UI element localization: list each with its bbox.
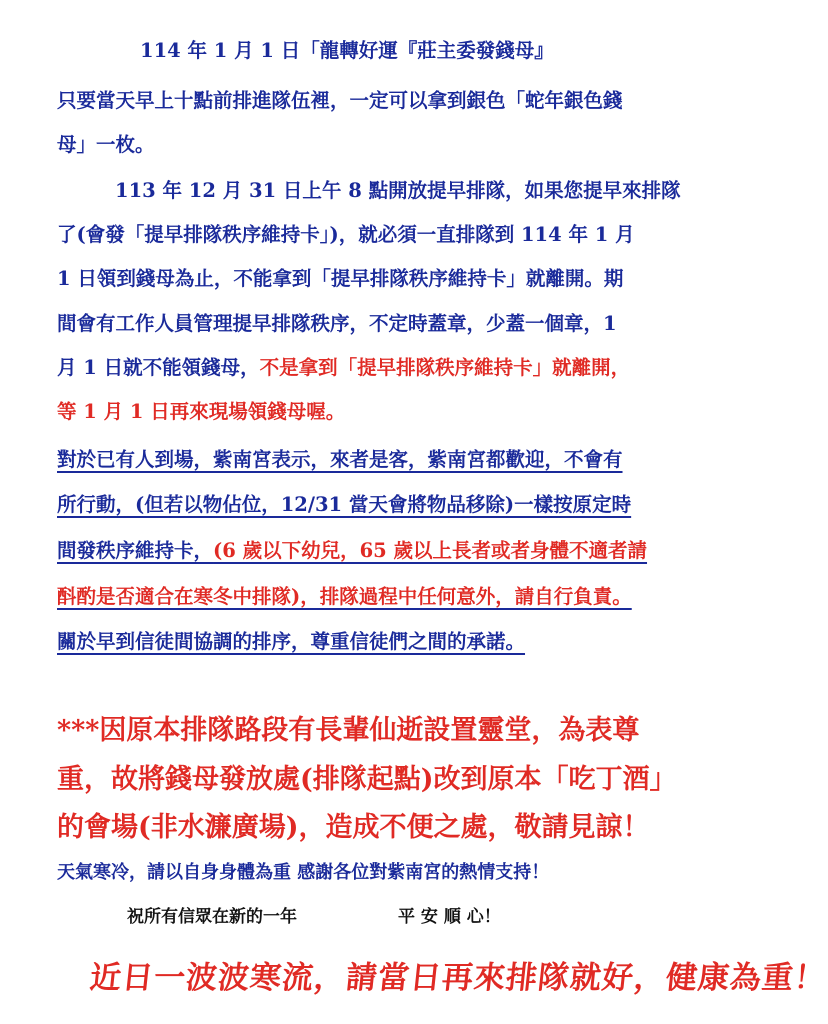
underlined-segment-red: (6 歲以下幼兒，65 歲以上長者或者身體不適者請: [213, 539, 648, 562]
intro-line: 母」一枚。: [57, 133, 155, 156]
underlined-line: 對於已有人到場，紫南宮表示，來者是客，紫南宮都歡迎，不會有: [57, 448, 623, 471]
intro-line: 只要當天早上十點前排進隊伍裡，一定可以拿到銀色「蛇年銀色錢: [57, 89, 623, 112]
footer-brush-slogan: 近日一波波寒流，請當日再來排隊就好，健康為重！: [88, 960, 828, 996]
underlined-line-red: 酙酌是否適合在寒冬中排隊)，排隊過程中任何意外，請自行負責。: [57, 585, 632, 608]
notice-title: 114 年 1 月 1 日「龍轉好運『莊主委發錢母』: [140, 39, 554, 62]
alert-line: 重，故將錢母發放處(排隊起點)改到原本「吃丁酒」: [57, 764, 677, 795]
paragraph-line: 113 年 12 月 31 日上午 8 點開放提早排隊，如果您提早來排隊: [115, 179, 681, 202]
underlined-segment-blue: 間發秩序維持卡，: [57, 539, 214, 562]
blessing-right: 平 安 順 心！: [398, 907, 501, 927]
underlined-line: 關於早到信徒間協調的排序，尊重信徒們之間的承諾。: [57, 630, 526, 653]
paragraph-line: 1 日領到錢母為止，不能拿到「提早排隊秩序維持卡」就離開。期: [57, 267, 624, 290]
paragraph-line: 間會有工作人員管理提早排隊秩序，不定時蓋章，少蓋一個章，1: [57, 312, 617, 335]
underlined-line: 所行動，(但若以物佔位，12/31 當天會將物品移除)一樣按原定時: [57, 493, 632, 516]
alert-line: 的會場(非水濂廣場)，造成不便之處，敬請見諒！: [57, 812, 650, 843]
underlined-line-mixed: [57, 538, 647, 564]
alert-line: ***因原本排隊路段有長輩仙逝設置靈堂，為表尊: [57, 715, 640, 746]
paragraph-line: 了(會發「提早排隊秩序維持卡」)，就必須一直排隊到 114 年 1 月: [57, 223, 635, 246]
paragraph-segment-blue: 月 1 日就不能領錢母，: [57, 356, 260, 379]
paragraph-line-red: 等 1 月 1 日再來現場領錢母喔。: [57, 400, 346, 423]
paragraph-segment-red: 不是拿到「提早排隊秩序維持卡」就離開，: [259, 356, 631, 379]
paragraph-line-mixed: [57, 355, 630, 381]
blessing-left: 祝所有信眾在新的一年: [127, 907, 297, 927]
weather-note: 天氣寒冷，請以自身身體為重 感謝各位對紫南宮的熱情支持！: [57, 862, 550, 883]
